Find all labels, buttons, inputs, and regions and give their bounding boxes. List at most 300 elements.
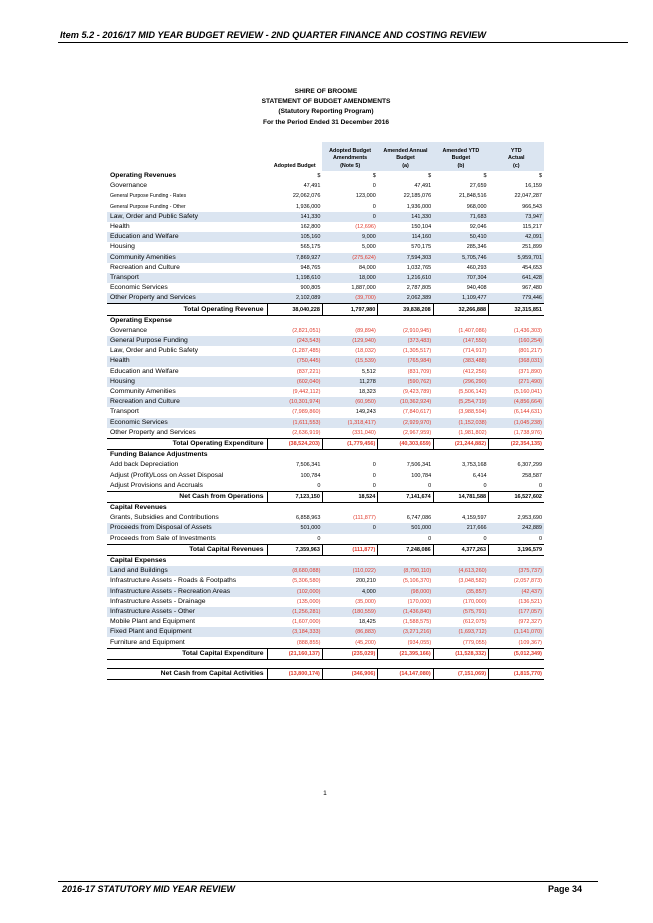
table-row [107, 181, 544, 191]
col-header-ytd-actual: YTD Actual (c) [489, 142, 544, 171]
value-cell: 7,869,927 [267, 253, 322, 263]
value-cell: 100,784 [300, 472, 321, 479]
value-cell: (38,524,203) [267, 438, 322, 449]
table-row [107, 191, 544, 201]
value-cell: 940,408 [466, 285, 487, 292]
value-cell: (8,790,110) [378, 566, 433, 576]
value-cell: 27,659 [469, 183, 487, 190]
value-cell: (346,906) [322, 668, 377, 679]
table-row [107, 481, 544, 492]
value-cell: 7,123,150 [267, 491, 322, 502]
table-row [107, 367, 544, 377]
value-cell: (371,890) [518, 368, 542, 375]
value-cell: (5,106,370) [403, 578, 432, 585]
row-label: Recreation and Culture [107, 397, 267, 407]
spacer-cell [107, 659, 267, 668]
value-cell: (243,543) [267, 336, 322, 346]
value-cell: (1,693,712) [433, 627, 488, 637]
row-label: Other Property and Services [107, 293, 267, 304]
row-label: Economic Services [110, 284, 168, 292]
value-cell: 21,848,516 [459, 193, 487, 200]
col-header-amended-annual: Amended Annual Budget (a) [378, 142, 433, 171]
empty-cell [322, 315, 377, 326]
value-cell: 149,243 [355, 409, 376, 416]
table-row [107, 460, 544, 470]
value-cell: 100,784 [411, 472, 432, 479]
value-cell: (575,791) [433, 607, 488, 617]
row-label: Transport [110, 408, 139, 416]
value-cell: (1,611,553) [267, 418, 322, 428]
spacer-cell [267, 659, 322, 668]
value-cell: 948,765 [300, 264, 321, 271]
value-cell: 5,512 [362, 368, 376, 375]
row-label: Total Capital Expenditure [107, 648, 267, 659]
value-cell: (60,950) [322, 397, 377, 407]
value-cell: 7,506,341 [295, 462, 321, 469]
row-label: Infrastructure Assets - Recreation Areas [107, 587, 267, 597]
value-cell: 14,781,588 [433, 491, 488, 502]
value-cell: (2,910,945) [403, 327, 432, 334]
empty-cell [489, 555, 544, 566]
value-cell: (14,147,080) [378, 668, 433, 679]
table-row [107, 212, 544, 222]
value-cell: 162,800 [300, 224, 321, 231]
value-cell: 1,797,980 [322, 304, 377, 315]
spacer-cell [489, 659, 544, 668]
value-cell: (5,254,719) [433, 397, 488, 407]
value-cell: 7,506,341 [406, 462, 432, 469]
value-cell: 1,887,000 [351, 285, 376, 292]
section-label: Operating Revenues [110, 172, 177, 180]
value-cell: (8,680,088) [267, 566, 322, 576]
footer-rule [58, 881, 598, 882]
empty-cell [433, 503, 488, 514]
empty-cell [433, 450, 488, 461]
col-header-amendments: Adopted Budget Amendments (Note 5) [322, 142, 377, 171]
row-label: Recreation and Culture [110, 263, 180, 271]
value-cell: 242,889 [489, 523, 544, 533]
value-cell: (1,436,303) [513, 327, 542, 334]
value-cell: 707,304 [433, 273, 488, 283]
value-cell: 114,160 [378, 232, 433, 242]
total-row [107, 544, 544, 555]
value-cell: (7,151,069) [433, 668, 488, 679]
col-header-amended-ytd: Amended YTD Budget (b) [433, 142, 488, 171]
value-cell: (11,528,332) [433, 648, 488, 659]
value-cell: (4,613,260) [433, 566, 488, 576]
row-label: Fixed Plant and Equipment [107, 627, 267, 637]
row-label: Community Amenities [107, 253, 267, 263]
value-cell: (373,483) [378, 336, 433, 346]
value-cell: (1,738,976) [513, 429, 542, 436]
value-cell: (972,327) [518, 619, 542, 626]
value-cell: 0 [372, 462, 376, 469]
value-cell: (4,856,664) [489, 397, 544, 407]
value-cell: (5,306,580) [292, 578, 321, 585]
value-cell: (9,442,112) [292, 389, 321, 396]
value-cell: (1,779,456) [322, 438, 377, 449]
spacer-row [107, 659, 544, 668]
value-cell: (612,075) [463, 619, 487, 626]
value-cell: (412,256) [463, 368, 487, 375]
row-label: Other Property and Services [110, 428, 196, 436]
value-cell: (39,700) [322, 293, 377, 304]
value-cell: 900,805 [300, 285, 321, 292]
table-row [107, 627, 544, 637]
value-cell: 47,491 [414, 183, 432, 190]
table-row [107, 418, 544, 428]
unit-cell: $ [372, 173, 376, 180]
table-row [107, 576, 544, 586]
empty-cell [322, 555, 377, 566]
table-row [107, 470, 544, 480]
value-cell: 454,653 [522, 264, 542, 271]
value-cell: (1,436,840) [378, 607, 433, 617]
value-cell: (10,362,924) [378, 397, 433, 407]
unit-cell: $ [317, 173, 321, 180]
value-cell: 4,159,597 [462, 515, 487, 522]
total-row [107, 648, 544, 659]
value-cell: (21,395,166) [378, 648, 433, 659]
row-label: Education and Welfare [107, 232, 267, 242]
table-row [107, 232, 544, 242]
value-cell: 7,594,303 [378, 253, 433, 263]
value-cell: (111,877) [353, 515, 376, 522]
row-label: Housing [110, 243, 135, 251]
value-cell: (3,988,594) [458, 409, 487, 416]
value-cell: 16,159 [525, 183, 542, 190]
statement-title [108, 87, 544, 128]
value-cell: 115,217 [522, 224, 542, 231]
row-label: Proceeds from Disposal of Assets [107, 523, 267, 533]
value-cell: 2,787,805 [406, 285, 432, 292]
value-cell: (129,940) [322, 336, 377, 346]
empty-cell [267, 450, 322, 461]
value-cell: 0 [372, 183, 376, 190]
value-cell: (109,367) [518, 639, 542, 646]
row-label: Housing [107, 377, 267, 387]
value-cell [322, 534, 377, 545]
value-cell: 18,323 [358, 389, 376, 396]
empty-cell [378, 315, 433, 326]
value-cell: (5,012,349) [489, 648, 544, 659]
table-row [107, 407, 544, 417]
spacer-cell [433, 659, 488, 668]
value-cell: (2,057,873) [513, 578, 542, 585]
value-cell: (2,636,919) [292, 429, 321, 436]
value-cell: 73,947 [489, 212, 544, 222]
col-header-adopted: Adopted Budget [267, 142, 322, 171]
value-cell: 0 [322, 212, 377, 222]
value-cell: (837,221) [296, 368, 321, 375]
value-cell: (110,022) [322, 566, 377, 576]
section-row [107, 555, 544, 566]
value-cell: (9,423,789) [403, 389, 432, 396]
empty-cell [322, 503, 377, 514]
value-cell: 6,858,963 [295, 515, 321, 522]
value-cell: 92,046 [469, 224, 487, 231]
value-cell: 0 [483, 482, 487, 489]
value-cell: 9,000 [322, 232, 377, 242]
row-label: Transport [107, 273, 267, 283]
table-row [107, 387, 544, 397]
empty-cell [267, 315, 322, 326]
value-cell: (1,588,575) [403, 619, 432, 626]
value-cell: 18,425 [358, 619, 376, 626]
value-cell: (3,271,216) [378, 627, 433, 637]
table-row [107, 346, 544, 356]
value-cell: 779,446 [489, 293, 544, 304]
row-label: General Purpose Funding - Rates [110, 193, 187, 200]
value-cell: (1,256,281) [267, 607, 322, 617]
page-number: 1 [323, 790, 327, 797]
value-cell: 141,330 [378, 212, 433, 222]
unit-cell: $ [538, 173, 542, 180]
value-cell: 285,346 [466, 244, 487, 251]
value-cell: (271,490) [489, 377, 544, 387]
value-cell: (180,559) [322, 607, 377, 617]
value-cell: (1,607,000) [292, 619, 321, 626]
budget-amendments-table [107, 142, 544, 680]
section-label: Funding Balance Adjustments [110, 451, 208, 459]
table-row [107, 202, 544, 212]
value-cell: 50,410 [433, 232, 488, 242]
value-cell: (714,917) [463, 348, 487, 355]
value-cell: 38,040,228 [267, 304, 322, 315]
value-cell: 47,491 [303, 183, 321, 190]
value-cell: 5,959,701 [489, 253, 544, 263]
value-cell: 0 [428, 482, 432, 489]
empty-cell [378, 503, 433, 514]
value-cell: (18,032) [355, 348, 376, 355]
value-cell: (98,000) [378, 587, 433, 597]
row-label: Net Cash from Operations [107, 491, 267, 502]
empty-cell [267, 503, 322, 514]
table-row [107, 617, 544, 627]
value-cell: (147,550) [433, 336, 488, 346]
value-cell: 200,210 [355, 578, 376, 585]
table-row [107, 397, 544, 407]
value-cell: (2,967,959) [403, 429, 432, 436]
value-cell: 22,062,076 [292, 193, 321, 200]
header-label-cell [107, 142, 267, 171]
spacer-cell [322, 659, 377, 668]
table-row [107, 356, 544, 366]
value-cell: (160,254) [489, 336, 544, 346]
table-row [107, 283, 544, 293]
value-cell: 4,000 [322, 587, 377, 597]
row-label: Add back Depreciation [110, 461, 179, 469]
value-cell: (331,040) [352, 429, 376, 436]
table-row [107, 273, 544, 283]
empty-cell [433, 555, 488, 566]
value-cell: 5,705,746 [433, 253, 488, 263]
row-label: Grants, Subsidies and Contributions [110, 514, 219, 522]
row-label: Proceeds from Sale of Investments [110, 534, 216, 542]
footer-page: Page 34 [548, 884, 583, 894]
empty-cell [378, 555, 433, 566]
value-cell: (831,709) [407, 368, 432, 375]
value-cell: 0 [317, 482, 321, 489]
value-cell: 0 [372, 203, 376, 210]
table-row [107, 523, 544, 533]
value-cell: (21,244,882) [433, 438, 488, 449]
total-row [107, 438, 544, 449]
value-cell: (13,800,174) [267, 668, 322, 679]
section-label: Operating Expense [110, 316, 172, 324]
value-cell: (35,857) [433, 587, 488, 597]
value-cell: (934,055) [407, 639, 432, 646]
unit-cell: $ [428, 173, 432, 180]
value-cell: 251,899 [522, 244, 542, 251]
value-cell: (40,303,659) [378, 438, 433, 449]
value-cell: 0 [483, 535, 487, 542]
row-label: Infrastructure Assets - Drainage [110, 597, 206, 605]
footer-title: 2016-17 STATUTORY MID YEAR REVIEW [62, 884, 236, 894]
row-label: Adjust (Profit)/Loss on Asset Disposal [110, 471, 224, 479]
value-cell: 105,160 [267, 232, 322, 242]
table-row [107, 263, 544, 273]
value-cell: (5,506,142) [458, 389, 487, 396]
value-cell: 0 [538, 535, 542, 542]
value-cell: 123,000 [355, 193, 376, 200]
value-cell: 42,091 [489, 232, 544, 242]
row-label: Mobile Plant and Equipment [110, 618, 196, 626]
total-row [107, 304, 544, 315]
value-cell: 3,753,168 [462, 462, 487, 469]
value-cell: 22,185,076 [403, 193, 432, 200]
value-cell: 1,936,000 [406, 203, 432, 210]
value-cell: (15,539) [322, 356, 377, 366]
value-cell: 84,000 [358, 264, 376, 271]
value-cell: 16,527,602 [489, 491, 544, 502]
value-cell: (765,984) [378, 356, 433, 366]
table-row [107, 637, 544, 648]
header-rule [58, 42, 628, 43]
value-cell: 22,047,287 [514, 193, 542, 200]
value-cell: 460,293 [466, 264, 487, 271]
value-cell: 258,587 [522, 472, 542, 479]
value-cell: (5,160,041) [513, 389, 542, 396]
value-cell: (170,000) [463, 598, 487, 605]
value-cell: 32,266,888 [433, 304, 488, 315]
row-label: General Purpose Funding [107, 336, 267, 346]
value-cell: 32,315,851 [489, 304, 544, 315]
row-label: Economic Services [107, 418, 267, 428]
value-cell: (1,981,802) [458, 429, 487, 436]
value-cell: (801,217) [518, 348, 542, 355]
table-row [107, 513, 544, 523]
value-cell: (375,737) [489, 566, 544, 576]
value-cell: 501,000 [378, 523, 433, 533]
value-cell: (35,000) [355, 598, 376, 605]
table-row [107, 607, 544, 617]
table-row [107, 336, 544, 346]
value-cell: (1,141,070) [489, 627, 544, 637]
section-row [107, 315, 544, 326]
row-label: Health [107, 356, 267, 366]
table-row [107, 253, 544, 263]
row-label: Adjust Provisions and Accruals [110, 481, 203, 489]
section-row [107, 503, 544, 514]
value-cell: (21,160,137) [267, 648, 322, 659]
value-cell: (6,144,631) [513, 409, 542, 416]
table-row [107, 326, 544, 336]
value-cell: (89,894) [355, 327, 376, 334]
table-row [107, 222, 544, 232]
value-cell: 0 [372, 472, 376, 479]
value-cell: 6,747,086 [406, 515, 432, 522]
row-label: Total Capital Revenues [107, 544, 267, 555]
value-cell: (368,031) [489, 356, 544, 366]
value-cell: 1,032,765 [406, 264, 432, 271]
value-cell: 0 [428, 535, 432, 542]
table-row [107, 242, 544, 252]
value-cell: (170,000) [407, 598, 432, 605]
table-row [107, 534, 544, 545]
value-cell: (888,855) [296, 639, 321, 646]
table-row [107, 377, 544, 387]
value-cell: (102,000) [267, 587, 322, 597]
value-cell: 1,936,000 [295, 203, 321, 210]
value-cell: 2,102,089 [267, 293, 322, 304]
value-cell: (45,200) [355, 639, 376, 646]
value-cell: 5,000 [362, 244, 376, 251]
value-cell: (7,840,617) [403, 409, 432, 416]
empty-cell [433, 315, 488, 326]
value-cell: 71,683 [433, 212, 488, 222]
value-cell: (1,287,485) [292, 348, 321, 355]
value-cell: 11,278 [322, 377, 377, 387]
value-cell: (2,929,970) [378, 418, 433, 428]
value-cell: 18,000 [322, 273, 377, 283]
value-cell: (7,989,860) [292, 409, 321, 416]
value-cell: (1,318,417) [322, 418, 377, 428]
value-cell: 641,428 [489, 273, 544, 283]
title-statement: STATEMENT OF BUDGET AMENDMENTS [261, 98, 391, 106]
row-label: Health [110, 223, 130, 231]
value-cell: 966,543 [522, 203, 542, 210]
row-label: Infrastructure Assets - Roads & Footpaths [110, 577, 237, 585]
value-cell: 570,175 [411, 244, 432, 251]
empty-cell [489, 315, 544, 326]
value-cell: (1,305,517) [403, 348, 432, 355]
value-cell: 2,062,389 [378, 293, 433, 304]
value-cell: (2,821,051) [292, 327, 321, 334]
value-cell: (22,354,135) [489, 438, 544, 449]
value-cell: (1,815,770) [489, 668, 544, 679]
value-cell: (86,883) [322, 627, 377, 637]
value-cell: (590,762) [378, 377, 433, 387]
value-cell: 18,524 [322, 491, 377, 502]
row-label: Law, Order and Public Safety [107, 212, 267, 222]
value-cell: 565,175 [300, 244, 321, 251]
value-cell: 4,377,263 [433, 544, 488, 555]
value-cell: (383,488) [433, 356, 488, 366]
unit-cell: $ [483, 173, 487, 180]
value-cell: (602,040) [267, 377, 322, 387]
value-cell: 7,248,086 [378, 544, 433, 555]
title-entity: SHIRE OF BROOME [294, 88, 358, 95]
row-label: Total Operating Revenue [107, 304, 267, 315]
spacer-cell [378, 659, 433, 668]
table-row [107, 293, 544, 304]
value-cell: (296,290) [433, 377, 488, 387]
value-cell: 7,141,674 [378, 491, 433, 502]
total-row [107, 491, 544, 502]
empty-cell [322, 450, 377, 461]
empty-cell [489, 450, 544, 461]
